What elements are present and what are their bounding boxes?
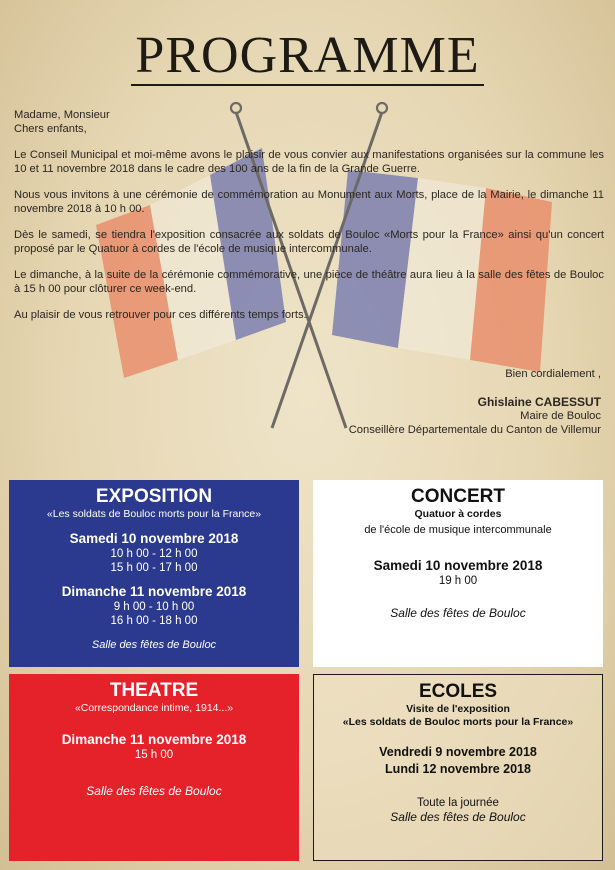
letter-paragraph: Dès le samedi, se tiendra l'exposition consacrée aux soldats de Bouloc «Morts pour la France» ainsi qu'un concert proposé par le Quatuor à cordes de l'école de musique intercommunale. — [14, 229, 604, 255]
exposition-day2: Dimanche 11 novembre 2018 — [61, 584, 247, 599]
invitation-letter — [14, 108, 604, 334]
theatre-heading: THEATRE — [109, 680, 199, 701]
theatre-date: Dimanche 11 novembre 2018 — [61, 732, 247, 747]
concert-heading: CONCERT — [411, 486, 505, 507]
letter-paragraph: Le Conseil Municipal et moi-même avons le plaisir de vous convier aux manifestations organisées sur la commune les 10 et 11 novembre 2018 dans le cadre des 100 ans de la fin de la Grande Guerre. — [14, 149, 604, 175]
letter-paragraph: Le dimanche, à la suite de la cérémonie commémorative, une pièce de théâtre aura lieu à la salle des fêtes de Bouloc à 15 h 00 pour clôturer ce week-end. — [14, 269, 604, 295]
ecoles-subtitle: Visite de l'exposition — [406, 703, 510, 715]
theatre-box — [9, 674, 299, 861]
signer-name: Ghislaine CABESSUT — [477, 395, 601, 409]
ecoles-date: Lundi 12 novembre 2018 — [385, 762, 531, 776]
exposition-subtitle: «Les soldats de Bouloc morts pour la France» — [46, 508, 262, 520]
exposition-day1: Samedi 10 novembre 2018 — [69, 531, 239, 546]
theatre-subtitle: «Correspondance intime, 1914...» — [74, 702, 234, 714]
ecoles-subtitle: «Les soldats de Bouloc morts pour la France» — [342, 716, 574, 728]
concert-time: 19 h 00 — [438, 575, 478, 587]
theatre-time: 15 h 00 — [134, 749, 174, 761]
concert-date: Samedi 10 novembre 2018 — [373, 558, 543, 573]
ecoles-date: Vendredi 9 novembre 2018 — [379, 745, 537, 759]
exposition-time: 16 h 00 - 18 h 00 — [110, 615, 198, 627]
concert-box — [313, 480, 603, 667]
ecoles-time: Toute la journée — [417, 797, 499, 809]
concert-venue: Salle des fêtes de Bouloc — [390, 606, 526, 620]
exposition-venue: Salle des fêtes de Bouloc — [91, 639, 217, 651]
page-title: PROGRAMME — [0, 26, 615, 86]
signer-role: Conseillère Départementale du Canton de Villemur — [348, 424, 601, 436]
exposition-time: 10 h 00 - 12 h 00 — [110, 548, 198, 560]
letter-greeting: Madame, Monsieur Chers enfants, — [14, 109, 110, 135]
exposition-box — [9, 480, 299, 667]
signer-role: Maire de Bouloc — [520, 410, 601, 422]
ecoles-venue: Salle des fêtes de Bouloc — [390, 810, 526, 824]
exposition-time: 15 h 00 - 17 h 00 — [110, 562, 198, 574]
theatre-venue: Salle des fêtes de Bouloc — [86, 784, 222, 798]
letter-signature — [201, 367, 601, 437]
concert-subtitle: Quatuor à cordes — [414, 508, 502, 520]
ecoles-heading: ECOLES — [418, 681, 498, 702]
concert-subtitle: de l'école de musique intercommunale — [364, 524, 552, 536]
letter-paragraph: Au plaisir de vous retrouver pour ces différents temps forts. — [14, 309, 307, 321]
exposition-heading: EXPOSITION — [95, 486, 213, 507]
letter-paragraph: Nous vous invitons à une cérémonie de commémoration au Monument aux Morts, place de la Mairie, le dimanche 11 novembre 2018 à 10 h 00. — [14, 189, 604, 215]
exposition-time: 9 h 00 - 10 h 00 — [113, 601, 195, 613]
ecoles-box — [313, 674, 603, 861]
closing-phrase: Bien cordialement , — [505, 368, 601, 380]
